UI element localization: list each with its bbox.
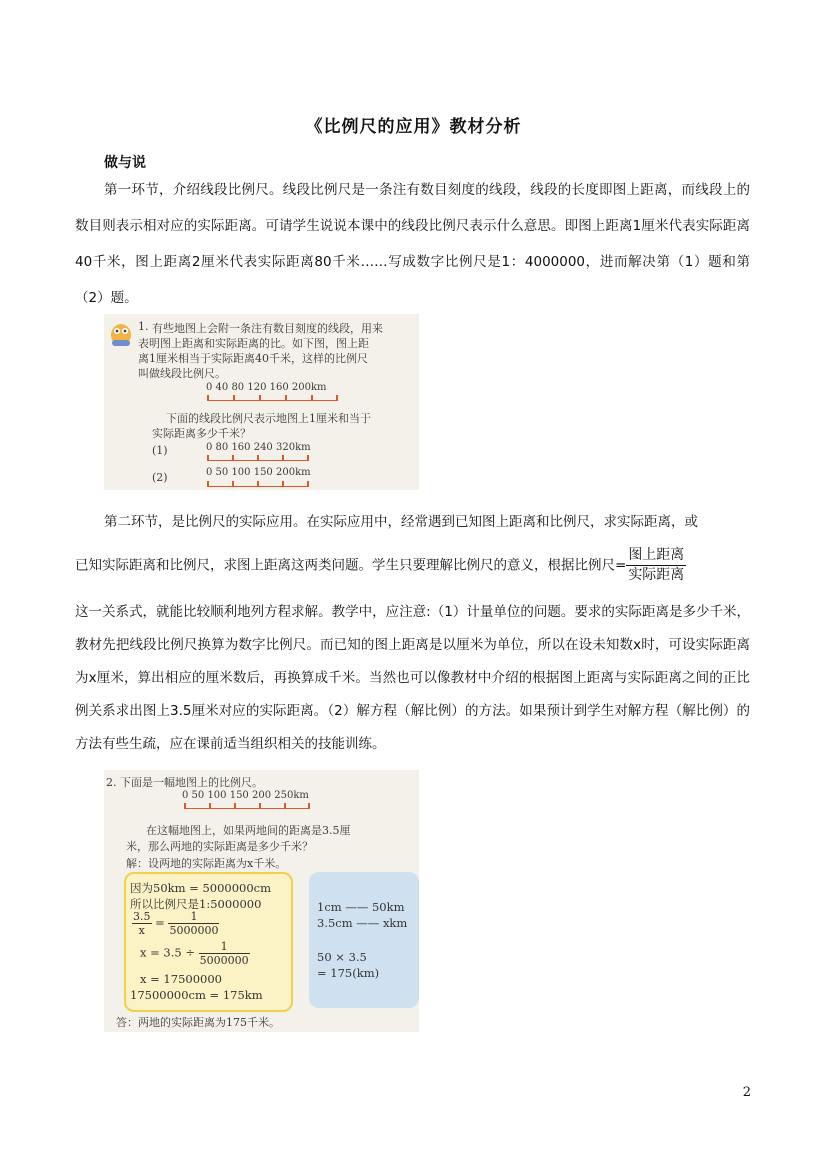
scale-labels: 0 40 80 120 160 200km — [206, 382, 327, 393]
line-scale-ruler — [184, 802, 310, 809]
figure2-header: 2. 下面是一幅地图上的比例尺。 — [106, 776, 263, 789]
formula-lhs: 比例尺= — [574, 557, 627, 574]
solution-line: 17500000cm = 175km — [130, 988, 263, 1002]
paragraph-1: 第一环节，介绍线段比例尺。线段比例尺是一条注有数目刻度的线段，线段的长度即图上距离，而线段上的数目则表示相对应的实际距离。可请学生说说本课中的线段比例尺表示什么意思。即图上距离1厘米代表实际距离40千米，图上距离2厘米代表实际距离80千米……写成数字比例尺是1：4000000，进而解决第（1）题和第（2）题。 — [75, 182, 750, 306]
figure2-answer: 答：两地的实际距离为175千米。 — [116, 1016, 280, 1029]
paragraph-2-line-1: 第二环节，是比例尺的实际应用。在实际应用中，经常遇到已知图上距离和比例尺，求实际距离，或 — [104, 514, 698, 530]
figure-line-scale — [104, 314, 419, 490]
method-line: 50 × 3.5 — [317, 950, 367, 964]
item-label: (1) — [152, 444, 168, 457]
solution-line — [140, 940, 250, 967]
fraction-denominator: 5000000 — [199, 954, 249, 967]
paragraph-2-rest: 这一关系式，就能比较顺利地列方程求解。教学中，应注意:（1）计量单位的问题。要求的实际距离是多少千米，教材先把线段比例尺换算为数字比例尺。而已知的图上距离是以厘米为单位，所以在设未知数x时，可设实际距离为x厘米，算出相应的厘米数后，再换算成千米。当然也可以像教材中介绍的根据图上距离与实际距离之间的正比例关系求出图上3.5厘米对应的实际距离。（2）解方程（解比例）的方法。如果预计到学生对解方程（解比例）的方法有些生疏，应在课前适当组织相关的技能训练。 — [75, 604, 750, 752]
paragraph-2-line-2 — [75, 546, 686, 585]
paragraph-2-text: 已知实际距离和比例尺，求图上距离这两类问题。学生只要理解比例尺的意义，根据 — [75, 557, 575, 574]
figure1-question: 实际距离多少千米？ — [152, 427, 251, 440]
figure1-text-line: 有些地图上会附一条注有数目刻度的线段，用来 — [152, 322, 383, 335]
fraction-denominator: x — [138, 924, 145, 937]
figure2-problem: 米，那么两地的实际距离是多少千米？ — [126, 840, 313, 853]
scale-formula-fraction — [626, 546, 686, 585]
item-label: (2) — [152, 471, 168, 484]
division-expression: x = 3.5 ÷ — [140, 945, 196, 960]
formula-numerator: 图上距离 — [626, 546, 686, 566]
solution-line: 所以比例尺是1:5000000 — [130, 897, 262, 911]
fraction-numerator: 3.5 — [133, 910, 151, 923]
section-heading: 做与说 — [104, 155, 146, 171]
scale-labels: 0 50 100 150 200 250km — [182, 790, 309, 801]
figure1-text-line: 叫做线段比例尺。 — [138, 367, 226, 380]
scale-labels: 0 80 160 240 320km — [206, 442, 311, 453]
line-scale-ruler — [207, 480, 309, 487]
figure1-text-line: 表明图上距离和实际距离的比。如下图，图上距 — [138, 337, 369, 350]
figure2-solution-intro: 解：设两地的实际距离为x千米。 — [126, 857, 287, 870]
scale-labels: 0 50 100 150 200km — [206, 467, 311, 478]
line-scale-ruler — [207, 454, 309, 461]
page-title: 《比例尺的应用》教材分析 — [305, 117, 522, 137]
bee-mascot-icon — [108, 318, 134, 348]
method-line: 1cm —— 50km — [317, 900, 405, 914]
figure-scale-example — [104, 770, 419, 1032]
method-line: 3.5cm —— xkm — [317, 916, 408, 930]
solution-proportion — [132, 910, 219, 937]
equation-solution-box — [124, 872, 293, 1012]
solution-line: 因为50km = 5000000cm — [130, 881, 272, 895]
line-scale-ruler — [207, 394, 337, 401]
figure2-problem: 在这幅地图上，如果两地间的距离是3.5厘 — [146, 824, 351, 837]
figure1-number: 1. — [138, 320, 149, 333]
page-number: 2 — [742, 1085, 751, 1100]
fraction-numerator: 1 — [199, 940, 250, 954]
equals-sign: = — [155, 915, 165, 930]
fraction-denominator: 5000000 — [169, 924, 219, 937]
figure1-question: 下面的线段比例尺表示地图上1厘米和当于 — [166, 412, 371, 425]
figure1-text-line: 离1厘米相当于实际距离40千米，这样的比例尺 — [138, 352, 368, 365]
proportion-method-box — [309, 872, 419, 1008]
fraction-numerator: 1 — [168, 910, 219, 924]
formula-denominator: 实际距离 — [628, 567, 685, 583]
method-line: = 175(km) — [317, 966, 380, 980]
solution-line: x = 17500000 — [140, 972, 222, 986]
